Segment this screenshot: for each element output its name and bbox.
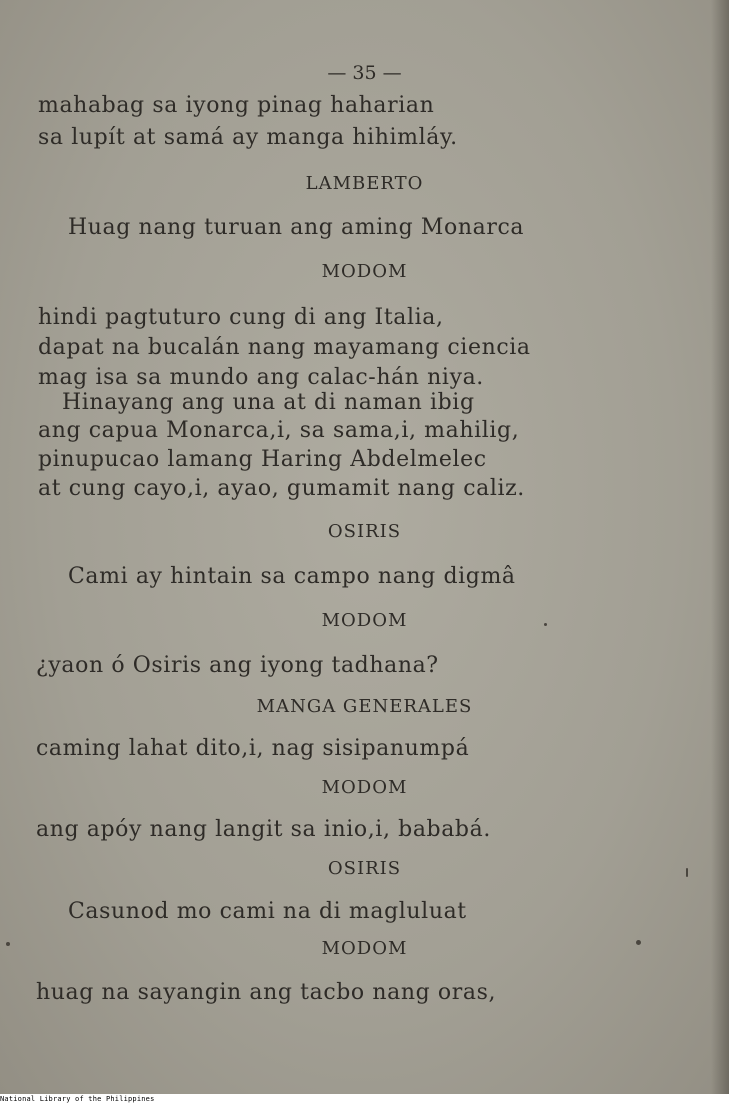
verse-line: hindi pagtuturo cung di ang Italia,: [38, 305, 444, 330]
verse-line: huag na sayangin ang tacbo nang oras,: [36, 980, 497, 1005]
speaker-name: OSIRIS: [327, 521, 402, 542]
verse-line: pinupucao lamang Haring Abdelmelec: [38, 447, 487, 472]
paper-speck: [686, 868, 688, 877]
verse-line: mag isa sa mundo ang calac-hán niya.: [38, 365, 484, 390]
speaker-name: OSIRIS: [327, 858, 402, 879]
footer-credit: National Library of the Philippines: [0, 1095, 155, 1103]
speaker-name: MODOM: [321, 261, 408, 282]
page-spine-shadow: [711, 0, 729, 1094]
verse-line: ang apóy nang langit sa inio,i, bababá.: [36, 817, 491, 842]
paper-speck: [6, 942, 10, 946]
verse-line: Cami ay hintain sa campo nang digmâ: [68, 564, 516, 589]
speaker-name: LAMBERTO: [305, 173, 424, 194]
verse-line: ang capua Monarca,i, sa sama,i, mahilig,: [38, 418, 520, 443]
verse-line: sa lupít at samá ay manga hihimláy.: [38, 125, 458, 150]
verse-line: Casunod mo cami na di magluluat: [68, 899, 467, 924]
verse-line: Huag nang turuan ang aming Monarca: [68, 215, 525, 240]
verse-line: Hinayang ang una at di naman ibig: [62, 390, 475, 415]
verse-line: at cung cayo,i, ayao, gumamit nang caliz.: [38, 476, 525, 501]
verse-line: caming lahat dito,i, nag sisipanumpá: [36, 736, 470, 761]
paper-speck: [636, 940, 641, 945]
verse-line: mahabag sa iyong pinag haharian: [38, 93, 435, 118]
speaker-name: MANGA GENERALES: [256, 696, 473, 717]
page-number: — 35 —: [327, 62, 402, 84]
verse-line: dapat na bucalán nang mayamang ciencia: [38, 335, 531, 360]
speaker-name: MODOM: [321, 777, 408, 798]
speaker-name: MODOM: [321, 610, 408, 631]
verse-line: ¿yaon ó Osiris ang iyong tadhana?: [36, 653, 439, 678]
speaker-name: MODOM: [321, 938, 408, 959]
paper-speck: [544, 623, 547, 626]
